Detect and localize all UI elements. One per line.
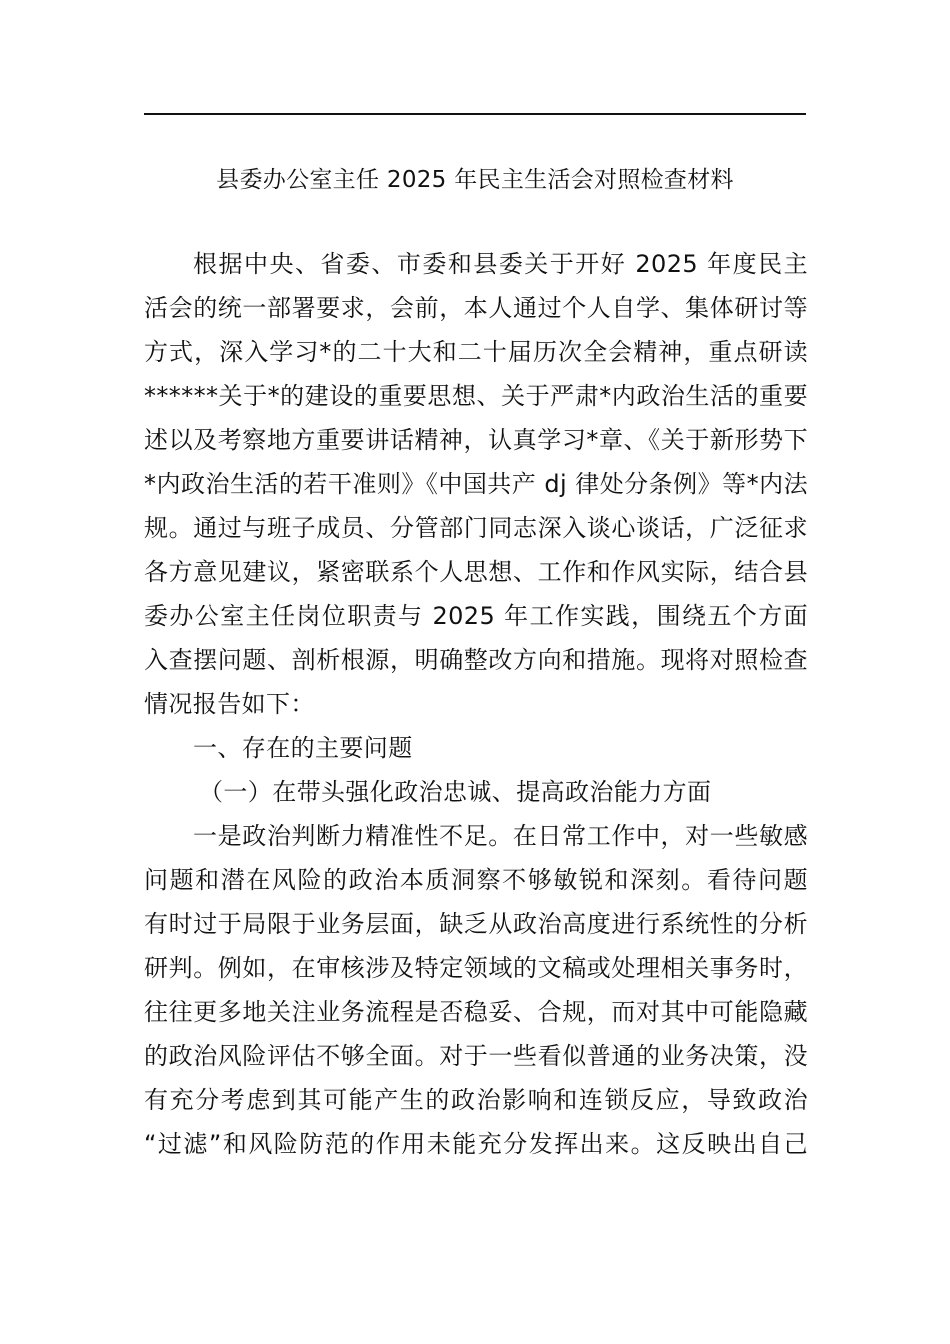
body-line: 方式，深入学习*的二十大和二十届历次全会精神，重点研读 xyxy=(144,338,808,366)
body-line: ******关于*的建设的重要思想、关于严肃*内政治生活的重要 xyxy=(144,382,808,410)
section-heading: 一、存在的主要问题 xyxy=(193,734,413,762)
body-line: 有充分考虑到其可能产生的政治影响和连锁反应，导致政治 xyxy=(144,1086,808,1114)
body-line: 述以及考察地方重要讲话精神，认真学习*章、《关于新形势下 xyxy=(144,426,808,454)
body-line: 情况报告如下： xyxy=(144,690,315,718)
body-line: 的政治风险评估不够全面。对于一些看似普通的业务决策，没 xyxy=(144,1042,808,1070)
header-rule xyxy=(144,113,806,115)
subsection-heading: （一）在带头强化政治忠诚、提高政治能力方面 xyxy=(199,778,712,806)
body-line: 入查摆问题、剖析根源，明确整改方向和措施。现将对照检查 xyxy=(144,646,808,674)
body-line: 委办公室主任岗位职责与 2025 年工作实践，围绕五个方面 xyxy=(144,602,808,630)
body-line: *内政治生活的若干准则》《中国共产 dj 律处分条例》等*内法 xyxy=(144,470,808,498)
document-title: 县委办公室主任 2025 年民主生活会对照检查材料 xyxy=(216,167,734,193)
body-line: 一是政治判断力精准性不足。在日常工作中，对一些敏感 xyxy=(193,822,808,850)
body-line: 根据中央、省委、市委和县委关于开好 2025 年度民主 xyxy=(193,250,808,278)
body-line: 各方意见建议，紧密联系个人思想、工作和作风实际，结合县 xyxy=(144,558,808,586)
body-line: 规。通过与班子成员、分管部门同志深入谈心谈话，广泛征求 xyxy=(144,514,808,542)
body-line: “过滤”和风险防范的作用未能充分发挥出来。这反映出自己 xyxy=(144,1130,808,1158)
body-line: 活会的统一部署要求，会前，本人通过个人自学、集体研讨等 xyxy=(144,294,808,322)
body-line: 问题和潜在风险的政治本质洞察不够敏锐和深刻。看待问题 xyxy=(144,866,808,894)
body-line: 研判。例如，在审核涉及特定领域的文稿或处理相关事务时， xyxy=(144,954,808,982)
body-line: 往往更多地关注业务流程是否稳妥、合规，而对其中可能隐藏 xyxy=(144,998,808,1026)
body-line: 有时过于局限于业务层面，缺乏从政治高度进行系统性的分析 xyxy=(144,910,808,938)
